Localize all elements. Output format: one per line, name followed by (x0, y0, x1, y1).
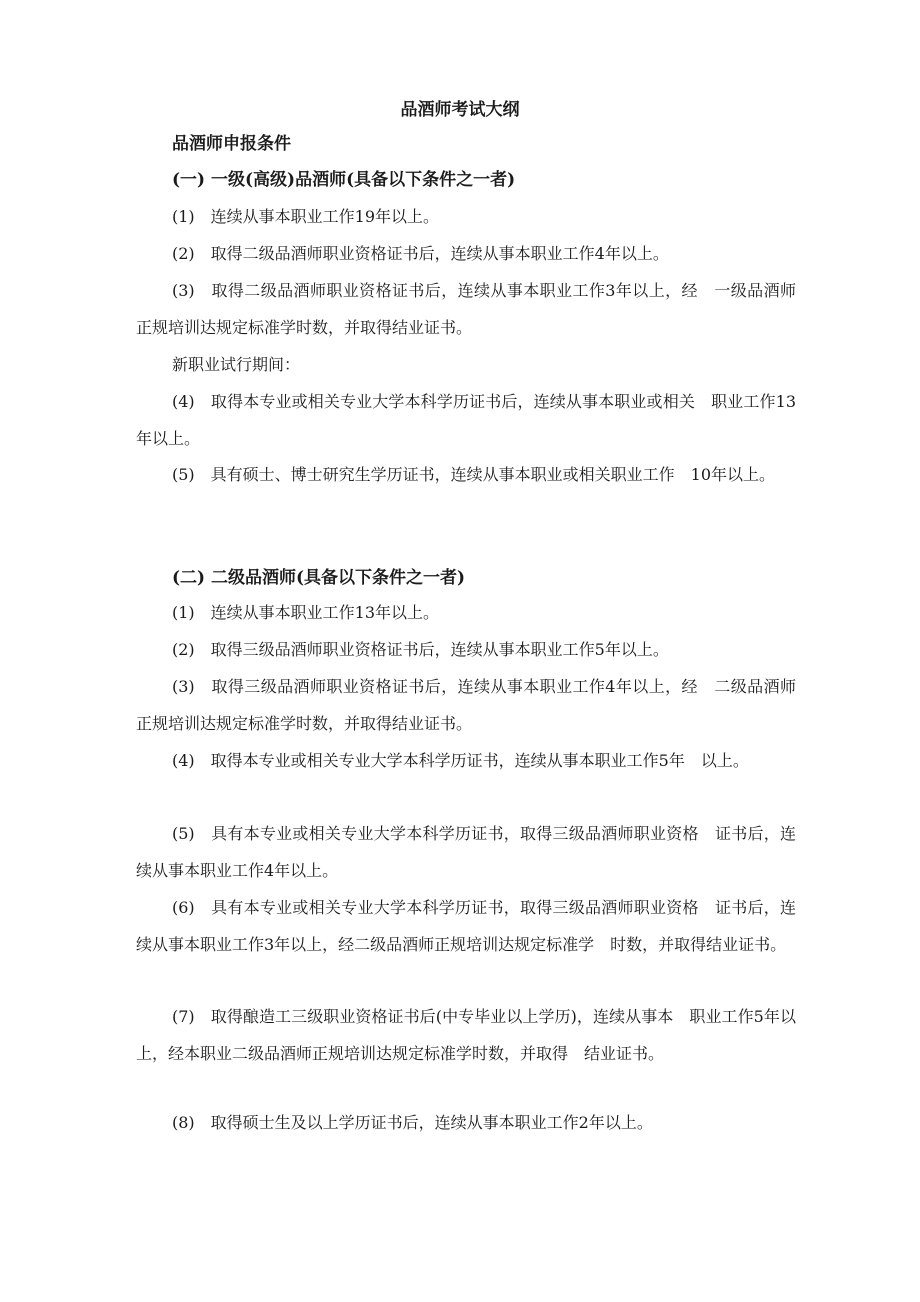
level2-item-8: (8) 取得硕士生及以上学历证书后，连续从事本职业工作2年以上。 (172, 1113, 653, 1132)
document-title: 品酒师考试大纲 (400, 100, 520, 120)
level1-item-2: (2) 取得二级品酒师职业资格证书后，连续从事本职业工作4年以上。 (172, 244, 669, 263)
level1-item-4: (4) 取得本专业或相关专业大学本科学历证书后，连续从事本职业或相关 职业工作13年以上。 (136, 392, 796, 448)
level1-item-5: (5) 具有硕士、博士研究生学历证书，连续从事本职业或相关职业工作 10年以上。 (172, 465, 776, 484)
trial-period-note: 新职业试行期间： (172, 355, 301, 374)
level2-item-7: (7) 取得酿造工三级职业资格证书后(中专毕业以上学历)，连续从事本 职业工作5年以上，经本职业二级品酒师正规培训达规定标准学时数，并取得 结业证书。 (136, 1007, 796, 1063)
level2-item-3: (3) 取得三级品酒师职业资格证书后，连续从事本职业工作4年以上，经 二级品酒师正规培训达规定标准学时数，并取得结业证书。 (136, 677, 796, 733)
level2-item-2: (2) 取得三级品酒师职业资格证书后，连续从事本职业工作5年以上。 (172, 640, 669, 659)
level2-heading: (二) 二级品酒师(具备以下条件之一者) (172, 568, 466, 588)
level2-item-6: (6) 具有本专业或相关专业大学本科学历证书，取得三级品酒师职业资格 证书后，连续从事本职业工作3年以上，经二级品酒师正规培训达规定标准学 时数，并取得结业证书。 (136, 898, 796, 954)
level2-item-5: (5) 具有本专业或相关专业大学本科学历证书，取得三级品酒师职业资格 证书后，连续从事本职业工作4年以上。 (136, 824, 796, 880)
level2-item-1: (1) 连续从事本职业工作13年以上。 (172, 603, 440, 622)
section-heading: 品酒师申报条件 (172, 134, 291, 154)
level1-item-1: (1) 连续从事本职业工作19年以上。 (172, 207, 440, 226)
level1-heading: (一) 一级(高级)品酒师(具备以下条件之一者) (172, 170, 516, 190)
level2-item-4: (4) 取得本专业或相关专业大学本科学历证书，连续从事本职业工作5年 以上。 (172, 751, 749, 770)
level1-item-3: (3) 取得二级品酒师职业资格证书后，连续从事本职业工作3年以上，经 一级品酒师正规培训达规定标准学时数，并取得结业证书。 (136, 281, 796, 337)
